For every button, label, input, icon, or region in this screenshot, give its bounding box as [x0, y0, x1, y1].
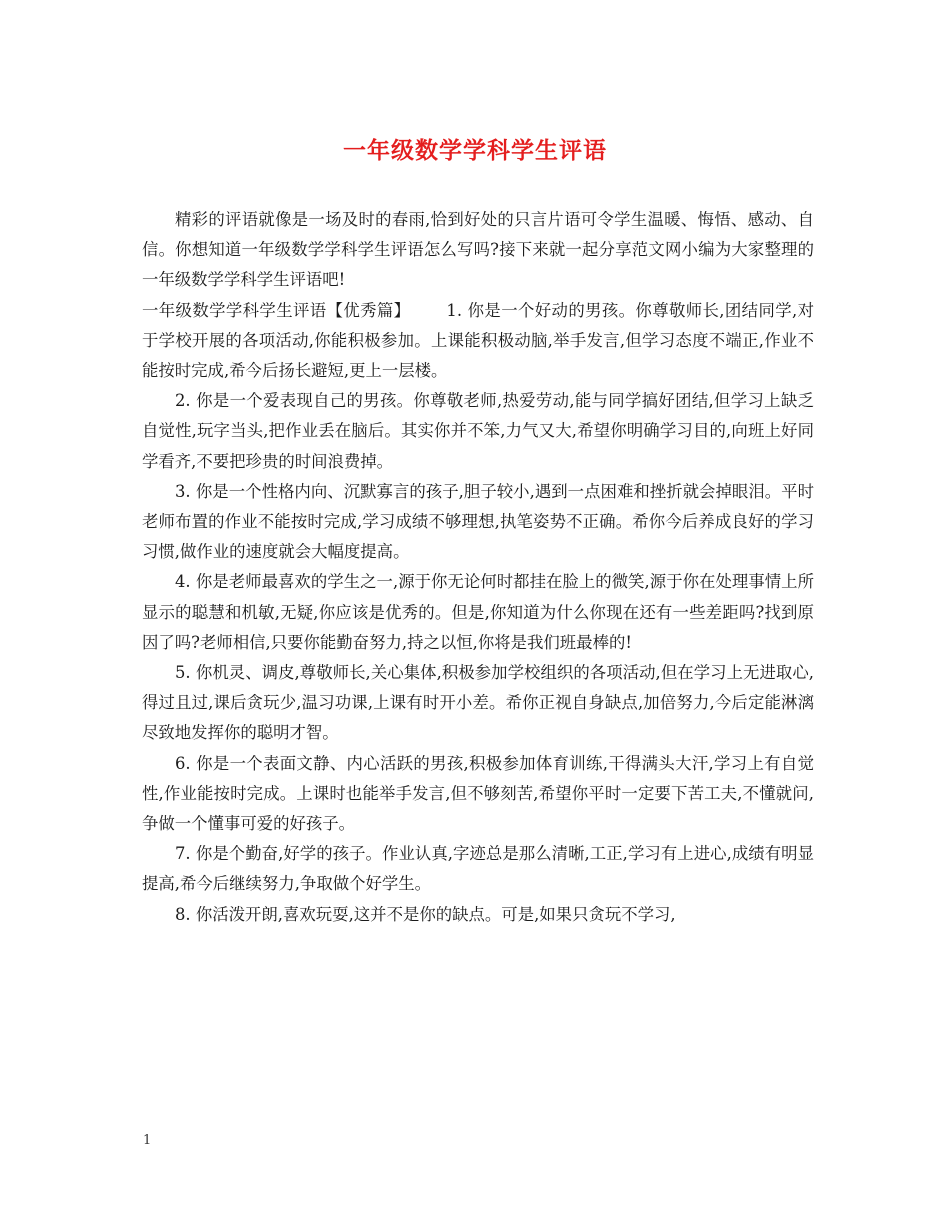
comment-item-4: 4. 你是老师最喜欢的学生之一,源于你无论何时都挂在脸上的微笑,源于你在处理事情上所显示的聪慧和机敏,无疑,你应该是优秀的。但是,你知道为什么你现在还有一些差距吗?找到原因了吗?老师相信,只要你能勤奋努力,持之以恒,你将是我们班最棒的! — [142, 572, 814, 652]
section-paragraph — [142, 296, 814, 387]
comment-item-7: 7. 你是个勤奋,好学的孩子。作业认真,字迹总是那么清晰,工正,学习有上进心,成绩有明显提高,希今后继续努力,争取做个好学生。 — [142, 844, 814, 894]
page-number: 1 — [143, 1133, 152, 1148]
comment-item-6: 6. 你是一个表面文静、内心活跃的男孩,积极参加体育训练,干得满头大汗,学习上有自觉性,作业能按时完成。上课时也能举手发言,但不够刻苦,希望你平时一定要下苦工夫,不懂就问,争做一个懂事可爱的好孩子。 — [142, 753, 814, 834]
comment-item-2: 2. 你是一个爱表现自己的男孩。你尊敬老师,热爱劳动,能与同学搞好团结,但学习上缺乏自觉性,玩字当头,把作业丢在脑后。其实你并不笨,力气又大,希望你明确学习目的,向班上好同学看齐,不要把珍贵的时间浪费掉。 — [142, 391, 814, 471]
document-body — [142, 205, 814, 930]
section-heading: 一年级数学学科学生评语【优秀篇】 — [142, 300, 411, 320]
comment-item-1: 1. 你是一个好动的男孩。你尊敬师长,团结同学,对于学校开展的各项活动,你能积极参加。上课能积极动脑,举手发言,但学习态度不端正,作业不能按时完成,希今后扬长避短,更上一层楼。 — [142, 300, 814, 381]
document-title: 一年级数学学科学生评语 — [343, 137, 607, 164]
intro-paragraph: 精彩的评语就像是一场及时的春雨,恰到好处的只言片语可令学生温暖、悔悟、感动、自信。你想知道一年级数学学科学生评语怎么写吗?接下来就一起分享范文网小编为大家整理的一年级数学学科学生评语吧! — [142, 210, 814, 290]
comment-item-3: 3. 你是一个性格内向、沉默寡言的孩子,胆子较小,遇到一点困难和挫折就会掉眼泪。平时老师布置的作业不能按时完成,学习成绩不够理想,执笔姿势不正确。希你今后养成良好的学习习惯,做作业的速度就会大幅度提高。 — [142, 481, 814, 562]
comment-item-5: 5. 你机灵、调皮,尊敬师长,关心集体,积极参加学校组织的各项活动,但在学习上无进取心,得过且过,课后贪玩少,温习功课,上课有时开小差。希你正视自身缺点,加倍努力,今后定能淋漓尽致地发挥你的聪明才智。 — [142, 663, 814, 743]
comment-item-8: 8. 你活泼开朗,喜欢玩耍,这并不是你的缺点。可是,如果只贪玩不学习, — [175, 904, 676, 924]
